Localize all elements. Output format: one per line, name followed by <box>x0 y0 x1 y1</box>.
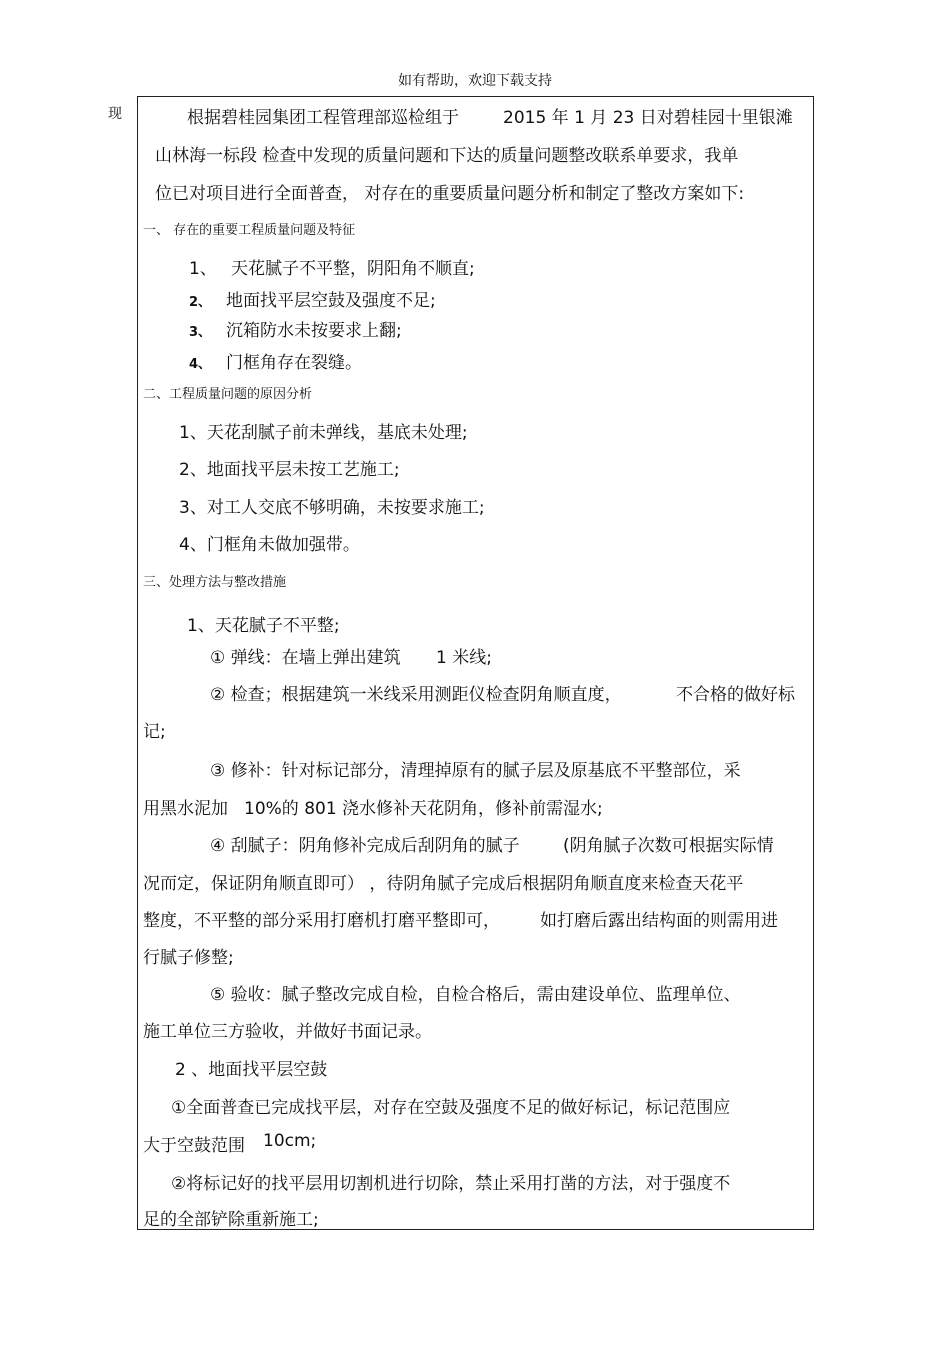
step-1a: ① 弹线：在墙上弹出建筑 <box>210 648 401 668</box>
intro-line-1b: 2015 年 1 月 23 日对碧桂园十里银滩 <box>503 108 793 128</box>
ground-step-2a: ②将标记好的找平层用切割机进行切除，禁止采用打凿的方法，对于强度不 <box>171 1174 731 1194</box>
content-box <box>137 96 814 1230</box>
intro-line-1a: 根据碧桂园集团工程管理部巡检组于 <box>187 108 459 128</box>
ground-step-2b: 足的全部铲除重新施工; <box>143 1210 319 1230</box>
step-3b-1: 用黑水泥加 <box>143 799 228 819</box>
intro-line-3: 位已对项目进行全面普查， 对存在的重要质量问题分析和制定了整改方案如下: <box>155 184 745 204</box>
section-3-sub-2-title: 2 、地面找平层空鼓 <box>175 1060 328 1080</box>
section-1-item-2-num: 2、 <box>189 295 212 310</box>
step-3b-2: 10%的 801 浇水修补天花阴角，修补前需湿水; <box>244 799 603 819</box>
ground-step-1b-1: 大于空鼓范围 <box>143 1136 245 1156</box>
step-4c-1: 整度，不平整的部分采用打磨机打磨平整即可， <box>143 911 500 931</box>
step-5a: ⑤ 验收：腻子整改完成自检，自检合格后，需由建设单位、监理单位、 <box>210 985 741 1005</box>
section-1-item-1-num: 1、 <box>189 259 217 279</box>
intro-line-2: 山林海一标段 检查中发现的质量问题和下达的质量问题整改联系单要求，我单 <box>155 146 739 166</box>
section-1-item-4: 门框角存在裂缝。 <box>226 353 362 373</box>
step-2c: 记; <box>143 722 166 742</box>
section-2-item-2: 2、地面找平层未按工艺施工; <box>179 460 400 480</box>
section-2-item-4: 4、门框角未做加强带。 <box>179 535 360 555</box>
section-1-item-3-num: 3、 <box>189 325 212 340</box>
step-3a: ③ 修补：针对标记部分，清理掉原有的腻子层及原基底不平整部位，采 <box>210 761 741 781</box>
section-1-item-2: 地面找平层空鼓及强度不足; <box>226 291 436 311</box>
section-3-sub-1-title: 1、天花腻子不平整; <box>187 616 340 636</box>
page-header: 如有帮助，欢迎下载支持 <box>398 73 552 89</box>
section-3-title: 三、处理方法与整改措施 <box>143 575 287 590</box>
step-1b: 1 米线; <box>436 648 492 668</box>
step-5b: 施工单位三方验收，并做好书面记录。 <box>143 1022 432 1042</box>
step-2a: ② 检查；根据建筑一米线采用测距仪检查阴角顺直度， <box>210 685 622 705</box>
side-label: 现 <box>108 106 122 122</box>
section-2-item-1: 1、天花刮腻子前未弹线，基底未处理; <box>179 423 468 443</box>
step-4c-2: 如打磨后露出结构面的则需用进 <box>540 911 778 931</box>
section-2-title: 二、工程质量问题的原因分析 <box>143 387 313 402</box>
step-4a-2: (阴角腻子次数可根据实际情 <box>563 836 774 856</box>
section-1-item-4-num: 4、 <box>189 357 212 372</box>
ground-step-1b-2: 10cm; <box>263 1131 317 1151</box>
step-4d: 行腻子修整; <box>143 948 234 968</box>
step-2b: 不合格的做好标 <box>676 685 795 705</box>
section-1-item-1: 天花腻子不平整，阴阳角不顺直; <box>231 259 475 279</box>
ground-step-1a: ①全面普查已完成找平层，对存在空鼓及强度不足的做好标记，标记范围应 <box>171 1098 731 1118</box>
step-4a-1: ④ 刮腻子：阴角修补完成后刮阴角的腻子 <box>210 836 520 856</box>
step-4b: 况而定，保证阴角顺直即可） ，待阴角腻子完成后根据阴角顺直度来检查天花平 <box>143 874 744 894</box>
section-1-item-3: 沉箱防水未按要求上翻; <box>226 321 402 341</box>
section-2-item-3: 3、对工人交底不够明确，未按要求施工; <box>179 498 485 518</box>
section-1-title: 一、 存在的重要工程质量问题及特征 <box>143 223 356 238</box>
